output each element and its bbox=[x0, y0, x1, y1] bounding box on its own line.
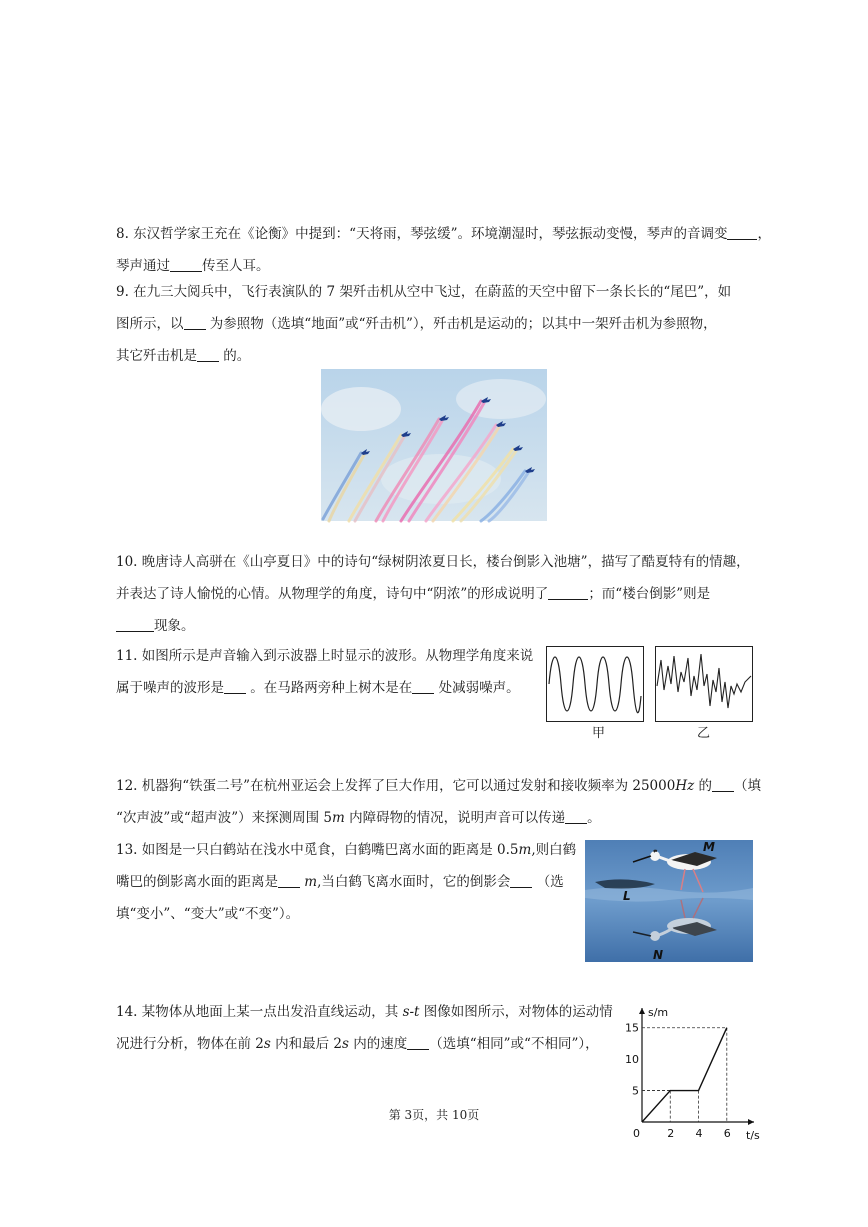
answer-blank[interactable] bbox=[116, 618, 154, 632]
question-10-line-3 bbox=[116, 616, 756, 636]
question-14-text-1: 14. 某物体从地面上某一点出发沿直线运动，其 bbox=[116, 1004, 403, 1020]
question-12-line-2 bbox=[116, 808, 756, 828]
question-11-line-2 bbox=[116, 678, 546, 698]
question-12-text-6: 。 bbox=[587, 810, 601, 826]
s-t-chart bbox=[625, 1004, 760, 1146]
y-axis-label: s/m bbox=[648, 1006, 669, 1019]
question-14-text-2: 图像如图所示，对物体的运动情 bbox=[419, 1004, 613, 1020]
page-footer: 第 3页，共 10页 bbox=[388, 1108, 480, 1122]
unit-m: m bbox=[332, 810, 345, 826]
answer-blank[interactable] bbox=[197, 348, 219, 362]
question-13-line-1 bbox=[116, 840, 586, 860]
answer-blank[interactable] bbox=[407, 1036, 429, 1050]
y-axis-arrow bbox=[639, 1008, 645, 1014]
question-13-text-4: ,当白鹤飞离水面时，它的倒影会 bbox=[317, 874, 511, 890]
question-12-text-2: 的 bbox=[694, 778, 712, 794]
answer-blank[interactable] bbox=[224, 680, 246, 694]
label-N: N bbox=[653, 948, 664, 962]
question-8-text-2: ， bbox=[757, 226, 771, 242]
question-11-text-1: 属于噪声的波形是 bbox=[116, 680, 224, 696]
question-11-text-2: 。在马路两旁种上树木是在 bbox=[246, 680, 413, 696]
x-axis-label: t/s bbox=[746, 1129, 760, 1142]
unit-s: s bbox=[263, 1036, 271, 1052]
unit-m: m bbox=[304, 874, 318, 890]
question-13-text-2: ,则白鹤 bbox=[531, 842, 577, 858]
question-8 bbox=[116, 224, 771, 276]
question-9 bbox=[116, 282, 756, 366]
question-12-text-5: 内障碍物的情况，说明声音可以传递 bbox=[344, 810, 566, 826]
question-14-line-1 bbox=[116, 1002, 636, 1022]
answer-blank[interactable] bbox=[184, 316, 206, 330]
jets-formation-photo bbox=[321, 369, 547, 521]
unit-hz: Hz bbox=[675, 778, 695, 794]
answer-blank[interactable] bbox=[170, 258, 202, 272]
question-9-text-1: 图所示，以 bbox=[116, 316, 184, 332]
question-14-text-3: 况进行分析，物体在前 2 bbox=[116, 1036, 264, 1052]
label-L: L bbox=[623, 889, 631, 903]
waveform-yi bbox=[655, 646, 753, 722]
question-13 bbox=[116, 840, 586, 924]
question-12-line-1 bbox=[116, 776, 761, 796]
question-14-text-6: （选填“相同”或“不相同”）， bbox=[429, 1036, 599, 1052]
waveform-jia-label: 甲 bbox=[592, 726, 606, 741]
answer-blank[interactable] bbox=[510, 874, 532, 888]
question-9-line-2 bbox=[116, 314, 756, 334]
question-12-text-1: 12. 机器狗“铁蛋二号”在杭州亚运会上发挥了巨大作用，它可以通过发射和接收频率为 25000 bbox=[116, 778, 676, 794]
answer-blank[interactable] bbox=[548, 586, 588, 600]
question-13-line-3: 填“变小”、“变大”或“不变”）。 bbox=[116, 906, 300, 922]
question-11-text-3: 处减弱噪声。 bbox=[434, 680, 520, 696]
y-tick-label: 15 bbox=[625, 1021, 639, 1035]
label-M: M bbox=[703, 840, 715, 854]
question-9-text-3: 其它歼击机是 bbox=[116, 348, 197, 364]
question-14-line-2 bbox=[116, 1034, 636, 1054]
question-13-text-1: 13. 如图是一只白鹤站在浅水中觅食，白鹤嘴巴离水面的距离是 0.5 bbox=[116, 842, 519, 858]
question-12-text-4: “次声波”或“超声波”）来探测周围 5 bbox=[116, 810, 332, 826]
answer-blank[interactable] bbox=[565, 810, 587, 824]
question-8-line-1 bbox=[116, 224, 771, 244]
question-9-line-1: 9. 在九三大阅兵中，飞行表演队的 7 架歼击机从空中飞过，在蔚蓝的天空中留下一条长长的“尾巴”，如 bbox=[116, 284, 732, 300]
question-8-text-1: 8. 东汉哲学家王充在《论衡》中提到：“天将雨，琴弦缓”。环境潮湿时，琴弦振动变慢，琴声的音调变 bbox=[116, 226, 728, 242]
question-10-text-2: ；而“楼台倒影”则是 bbox=[588, 586, 711, 602]
question-11 bbox=[116, 646, 546, 698]
question-13-text-3: 嘴巴的倒影离水面的距离是 bbox=[116, 874, 278, 890]
x-tick-label: 0 bbox=[633, 1127, 640, 1140]
question-14 bbox=[116, 1002, 636, 1054]
question-13-text-5: （选 bbox=[532, 874, 564, 890]
question-10 bbox=[116, 552, 756, 636]
question-11-line-1: 11. 如图所示是声音输入到示波器上时显示的波形。从物理学角度来说 bbox=[116, 648, 534, 664]
question-9-line-3 bbox=[116, 346, 756, 366]
variable-s-t: s-t bbox=[402, 1004, 420, 1020]
question-12-text-3: （填 bbox=[734, 778, 761, 794]
question-12 bbox=[116, 776, 761, 828]
question-9-text-4: 的。 bbox=[219, 348, 251, 364]
question-14-text-5: 内的速度 bbox=[348, 1036, 408, 1052]
question-10-line-2 bbox=[116, 584, 756, 604]
unit-m: m bbox=[518, 842, 532, 858]
x-tick-label: 2 bbox=[667, 1127, 675, 1140]
x-tick-label: 6 bbox=[723, 1127, 731, 1140]
question-10-text-3: 现象。 bbox=[154, 618, 195, 634]
question-8-text-4: 传至人耳。 bbox=[202, 258, 270, 274]
question-14-text-4: 内和最后 2 bbox=[270, 1036, 342, 1052]
waveform-yi-label: 乙 bbox=[697, 726, 711, 741]
answer-blank[interactable] bbox=[412, 680, 434, 694]
question-10-text-1: 并表达了诗人愉悦的心情。从物理学的角度，诗句中“阴浓”的形成说明了 bbox=[116, 586, 549, 602]
answer-blank[interactable] bbox=[278, 874, 300, 888]
question-8-text-3: 琴声通过 bbox=[116, 258, 170, 274]
y-tick-label: 5 bbox=[632, 1084, 639, 1098]
unit-s: s bbox=[342, 1036, 349, 1052]
white-crane-photo bbox=[585, 840, 753, 962]
question-10-line-1: 10. 晚唐诗人高骈在《山亭夏日》中的诗句“绿树阴浓夏日长，楼台倒影入池塘”，描写了酷夏特有的情趣， bbox=[116, 554, 750, 570]
waveform-jia bbox=[546, 646, 644, 722]
answer-blank[interactable] bbox=[712, 778, 734, 792]
answer-blank[interactable] bbox=[727, 226, 757, 240]
question-8-line-2 bbox=[116, 256, 756, 276]
y-tick-label: 10 bbox=[625, 1053, 639, 1067]
question-13-line-2 bbox=[116, 872, 586, 892]
question-9-text-2: 为参照物（选填“地面”或“歼击机”），歼击机是运动的；以其中一架歼击机为参照物， bbox=[205, 316, 717, 332]
x-tick-label: 4 bbox=[695, 1127, 703, 1140]
